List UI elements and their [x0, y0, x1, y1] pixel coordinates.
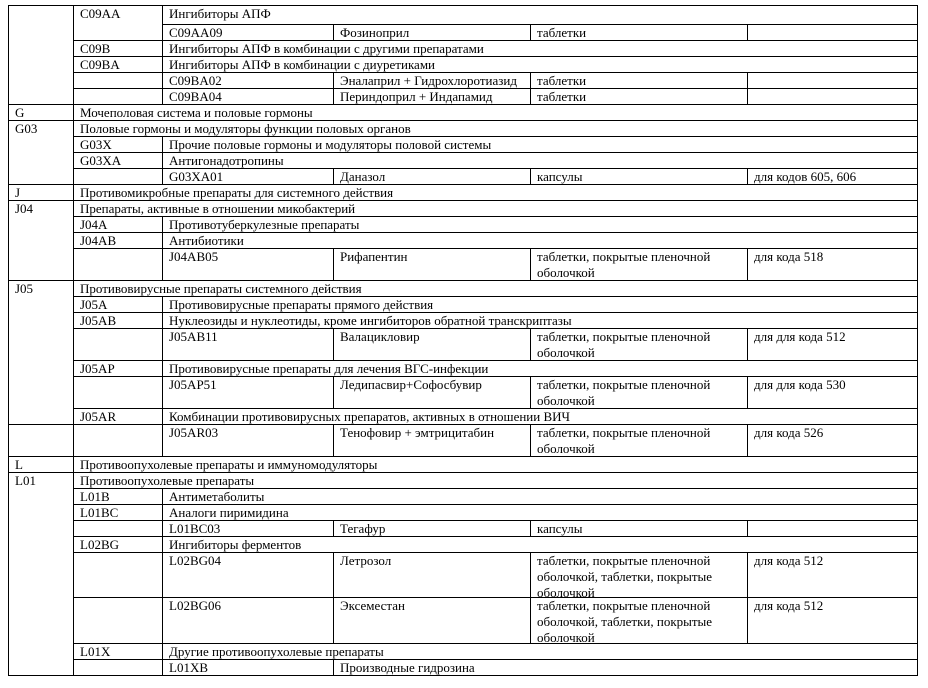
dosage-form-cell: таблетки, покрытые пленочной оболочкой — [530, 248, 747, 280]
dosage-form-cell: таблетки, покрытые пленочной оболочкой, таблетки, покрытые оболочкой — [530, 597, 747, 643]
level1-code-cell — [8, 424, 73, 456]
level1-code-cell: G — [8, 104, 73, 120]
group-title-cell: Противовирусные препараты системного действия — [73, 280, 918, 296]
note-cell — [747, 24, 918, 40]
subgroup-title-cell: Противовирусные препараты прямого действия — [162, 296, 918, 312]
level2-code-cell — [73, 424, 162, 456]
dosage-form-cell: таблетки, покрытые пленочной оболочкой — [530, 376, 747, 408]
atc-code-cell: L02BG04 — [162, 552, 333, 597]
dosage-form-cell: таблетки — [530, 24, 747, 40]
level1-code-cell — [8, 5, 73, 104]
level2-code-cell — [73, 168, 162, 184]
level2-code-cell: L01BC — [73, 504, 162, 520]
level2-code-cell — [73, 520, 162, 536]
drug-name-cell: Валацикловир — [333, 328, 530, 360]
subgroup-title-cell: Комбинации противовирусных препаратов, активных в отношении ВИЧ — [162, 408, 918, 424]
level2-code-cell — [73, 376, 162, 408]
dosage-form-cell: таблетки, покрытые пленочной оболочкой — [530, 424, 747, 456]
level1-code-cell: L01 — [8, 472, 73, 675]
note-cell: для для кода 512 — [747, 328, 918, 360]
drug-name-cell: Летрозол — [333, 552, 530, 597]
note-cell: для кода 512 — [747, 597, 918, 643]
atc-code-cell: C09AA09 — [162, 24, 333, 40]
subgroup-title-cell: Ингибиторы ферментов — [162, 536, 918, 552]
level2-code-cell: J05AB — [73, 312, 162, 328]
level2-code-cell — [73, 248, 162, 280]
subgroup-title-cell: Антиметаболиты — [162, 488, 918, 504]
group-title-cell: Противоопухолевые препараты и иммуномодуляторы — [73, 456, 918, 472]
dosage-form-cell: таблетки, покрытые пленочной оболочкой, таблетки, покрытые оболочкой — [530, 552, 747, 597]
atc-code-cell: C09BA02 — [162, 72, 333, 88]
subgroup-title-cell: Противовирусные препараты для лечения ВГС-инфекции — [162, 360, 918, 376]
level2-code-cell: L01B — [73, 488, 162, 504]
level2-code-cell — [73, 72, 162, 88]
subgroup-title-cell: Другие противоопухолевые препараты — [162, 643, 918, 659]
dosage-form-cell: таблетки, покрытые пленочной оболочкой — [530, 328, 747, 360]
subgroup-title-cell: Производные гидрозина — [333, 659, 918, 675]
drug-name-cell: Эналаприл + Гидрохлоротиазид — [333, 72, 530, 88]
dosage-form-cell: таблетки — [530, 88, 747, 104]
note-cell: для для кода 530 — [747, 376, 918, 408]
drug-name-cell: Тенофовир + эмтрицитабин — [333, 424, 530, 456]
atc-code-cell: G03XA01 — [162, 168, 333, 184]
atc-code-cell: J05AR03 — [162, 424, 333, 456]
level1-code-cell: J05 — [8, 280, 73, 424]
group-title-cell: Противоопухолевые препараты — [73, 472, 918, 488]
level1-code-cell: J — [8, 184, 73, 200]
atc-code-cell: J05AB11 — [162, 328, 333, 360]
subgroup-title-cell: Нуклеозиды и нуклеотиды, кроме ингибиторов обратной транскриптазы — [162, 312, 918, 328]
level2-code-cell: L01X — [73, 643, 162, 659]
level2-code-cell: J05A — [73, 296, 162, 312]
note-cell: для кода 526 — [747, 424, 918, 456]
level2-code-cell — [73, 552, 162, 597]
subgroup-title-cell: Ингибиторы АПФ в комбинации с диуретиками — [162, 56, 918, 72]
note-cell — [747, 520, 918, 536]
group-title-cell: Половые гормоны и модуляторы функции половых органов — [73, 120, 918, 136]
level2-code-cell: J05AR — [73, 408, 162, 424]
level1-code-cell: L — [8, 456, 73, 472]
note-cell — [747, 88, 918, 104]
atc-code-cell: L02BG06 — [162, 597, 333, 643]
group-title-cell: Мочеполовая система и половые гормоны — [73, 104, 918, 120]
drug-name-cell: Периндоприл + Индапамид — [333, 88, 530, 104]
level2-code-cell: J04A — [73, 216, 162, 232]
level2-code-cell — [73, 659, 162, 675]
note-cell — [747, 72, 918, 88]
dosage-form-cell: капсулы — [530, 520, 747, 536]
note-cell: для кода 518 — [747, 248, 918, 280]
dosage-form-cell: капсулы — [530, 168, 747, 184]
drug-name-cell: Фозиноприл — [333, 24, 530, 40]
atc-code-cell: J05AP51 — [162, 376, 333, 408]
subgroup-title-cell: Противотуберкулезные препараты — [162, 216, 918, 232]
level2-code-cell: G03XA — [73, 152, 162, 168]
level1-code-cell: G03 — [8, 120, 73, 184]
level2-code-cell: G03X — [73, 136, 162, 152]
atc-code-cell: L01XB — [162, 659, 333, 675]
subgroup-title-cell: Антибиотики — [162, 232, 918, 248]
level1-code-cell: J04 — [8, 200, 73, 280]
level2-code-cell — [73, 88, 162, 104]
dosage-form-cell: таблетки — [530, 72, 747, 88]
subgroup-title-cell: Антигонадотропины — [162, 152, 918, 168]
drug-name-cell: Эксеместан — [333, 597, 530, 643]
group-title-cell: Противомикробные препараты для системного действия — [73, 184, 918, 200]
level2-code-cell: J05AP — [73, 360, 162, 376]
level2-code-cell: C09BA — [73, 56, 162, 72]
drug-name-cell: Рифапентин — [333, 248, 530, 280]
level2-code-cell: L02BG — [73, 536, 162, 552]
drug-name-cell: Даназол — [333, 168, 530, 184]
level2-code-cell: C09B — [73, 40, 162, 56]
subgroup-title-cell: Ингибиторы АПФ в комбинации с другими препаратами — [162, 40, 918, 56]
level2-code-cell — [73, 597, 162, 643]
subgroup-title-cell: Ингибиторы АПФ — [162, 5, 918, 24]
drug-name-cell: Ледипасвир+Софосбувир — [333, 376, 530, 408]
subgroup-title-cell: Прочие половые гормоны и модуляторы половой системы — [162, 136, 918, 152]
subgroup-title-cell: Аналоги пиримидина — [162, 504, 918, 520]
note-cell: для кода 512 — [747, 552, 918, 597]
level2-code-cell — [73, 328, 162, 360]
atc-code-cell: C09BA04 — [162, 88, 333, 104]
atc-code-cell: J04AB05 — [162, 248, 333, 280]
atc-code-cell: L01BC03 — [162, 520, 333, 536]
level2-code-cell: J04AB — [73, 232, 162, 248]
level2-code-cell: C09AA — [73, 5, 162, 40]
group-title-cell: Препараты, активные в отношении микобактерий — [73, 200, 918, 216]
drug-name-cell: Тегафур — [333, 520, 530, 536]
note-cell: для кодов 605, 606 — [747, 168, 918, 184]
